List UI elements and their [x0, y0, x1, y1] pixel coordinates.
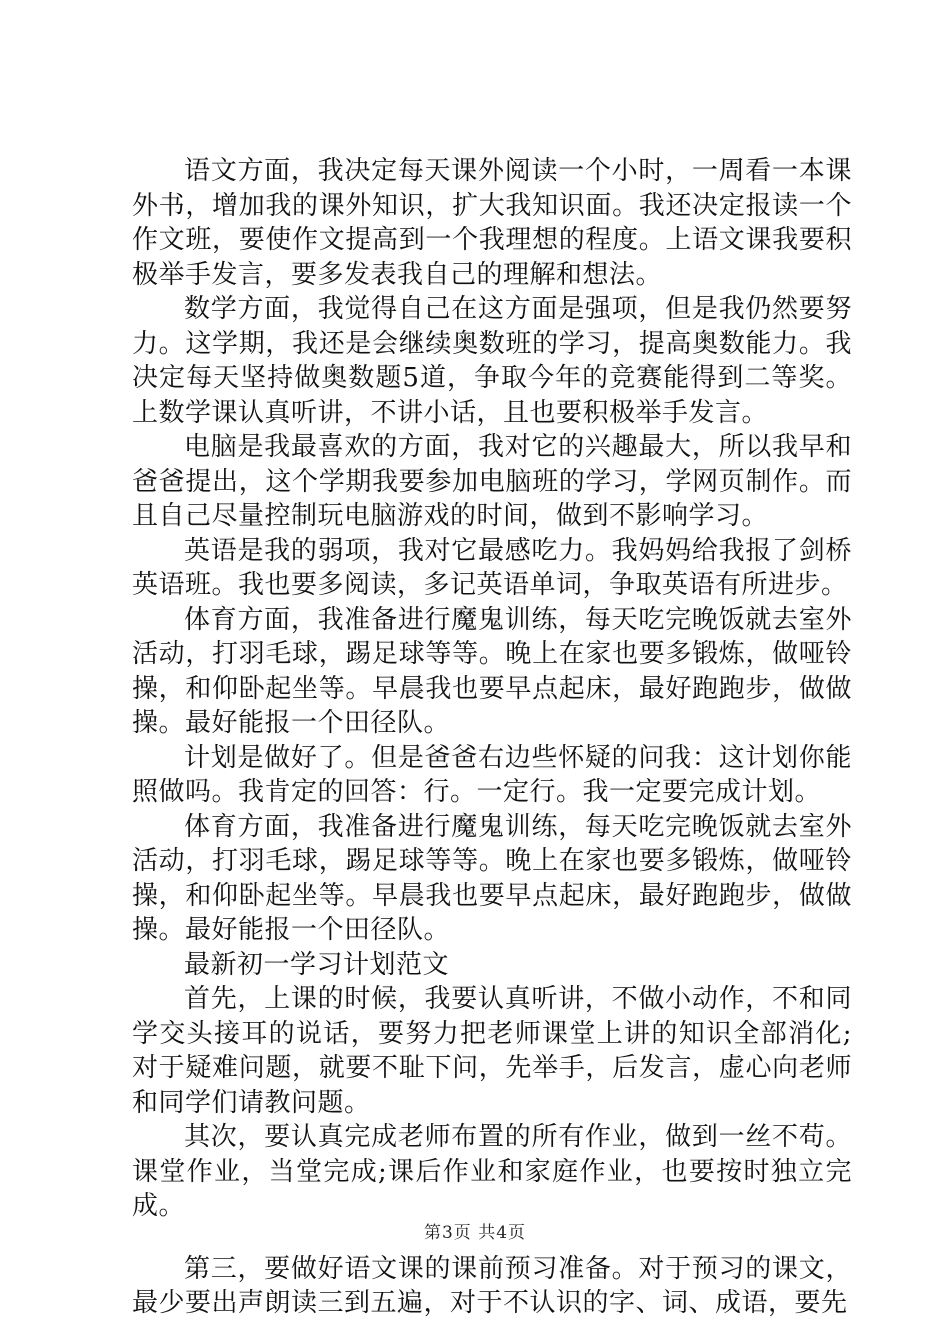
paragraph-computer-study: 电脑是我最喜欢的方面，我对它的兴趣最大，所以我早和爸爸提出，这个学期我要参加电脑班的学习，学网页制作。而且自己尽量控制玩电脑游戏的时间，做到不影响学习。 [132, 432, 852, 531]
paragraph-sports-plan-repeat: 体育方面，我准备进行魔鬼训练，每天吃完晚饭就去室外活动，打羽毛球，踢足球等等。晚上在家也要多锻炼，做哑铃操，和仰卧起坐等。早晨我也要早点起床，最好跑跑步，做做操。最好能报一个田径队。 [132, 811, 852, 945]
document-body [132, 154, 852, 1321]
paragraph-sports-plan: 体育方面，我准备进行魔鬼训练，每天吃完晚饭就去室外活动，打羽毛球，踢足球等等。晚上在家也要多锻炼，做哑铃操，和仰卧起坐等。早晨我也要早点起床，最好跑跑步，做做操。最好能报一个田径队。 [132, 604, 852, 738]
paragraph-english-study: 英语是我的弱项，我对它最感吃力。我妈妈给我报了剑桥英语班。我也要多阅读，多记英语单词，争取英语有所进步。 [132, 535, 852, 600]
paragraph-third-point: 第三，要做好语文课的课前预习准备。对于预习的课文，最少要出声朗读三到五遍，对于不认识的字、词、成语，要先 [132, 1253, 852, 1318]
paragraph-chinese-study: 语文方面，我决定每天课外阅读一个小时，一周看一本课外书，增加我的课外知识，扩大我知识面。我还决定报读一个作文班，要使作文提高到一个我理想的程度。上语文课我要积极举手发言，要多发表我自己的理解和想法。 [132, 156, 852, 290]
paragraph-second-point: 其次，要认真完成老师布置的所有作业，做到一丝不苟。课堂作业，当堂完成;课后作业和家庭作业，也要按时独立完成。 [132, 1122, 852, 1221]
paragraph-plan-confirmation: 计划是做好了。但是爸爸右边些怀疑的问我：这计划你能照做吗。我肯定的回答：行。一定行。我一定要完成计划。 [132, 742, 852, 807]
page-footer: 第3页 共4页 [423, 1223, 527, 1243]
section-heading: 最新初一学习计划范文 [184, 949, 450, 980]
paragraph-first-point: 首先，上课的时候，我要认真听讲，不做小动作，不和同学交头接耳的说话，要努力把老师课堂上讲的知识全部消化;对于疑难问题，就要不耻下问，先举手，后发言，虚心向老师和同学们请教问题。 [132, 984, 852, 1118]
paragraph-math-study: 数学方面，我觉得自己在这方面是强项，但是我仍然要努力。这学期，我还是会继续奥数班的学习，提高奥数能力。我决定每天坚持做奥数题5道，争取今年的竞赛能得到二等奖。上数学课认真听讲，不讲小话，且也要积极举手发言。 [132, 294, 852, 428]
